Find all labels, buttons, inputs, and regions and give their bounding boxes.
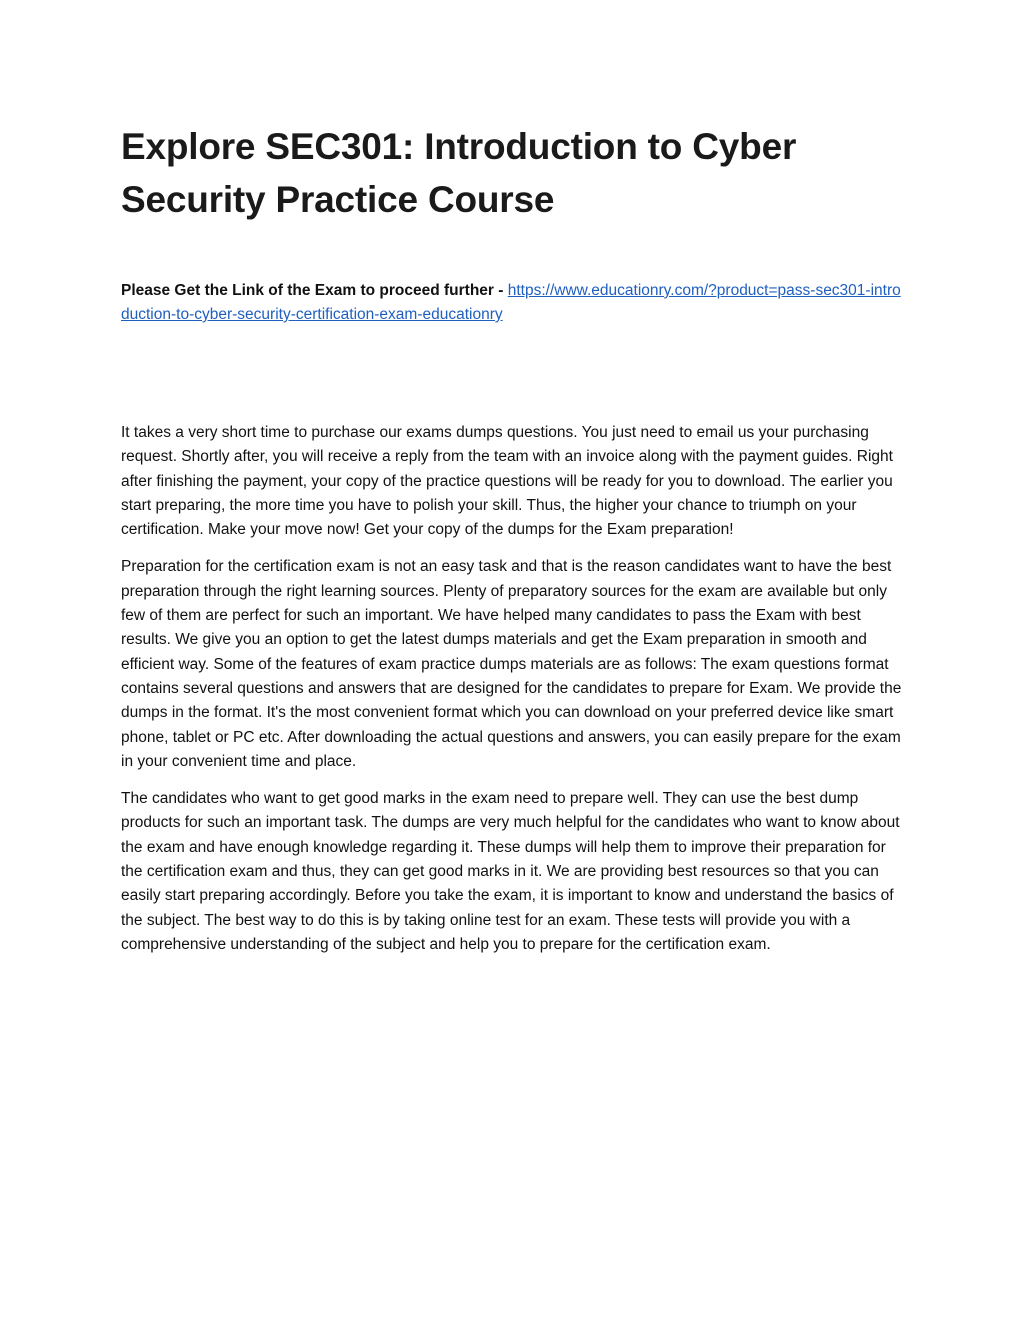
exam-link-paragraph xyxy=(121,279,903,327)
link-prompt: Please Get the Link of the Exam to proceed further - xyxy=(121,282,508,299)
exam-link[interactable]: https://www.educationry.com/?product=pass-sec301-introduction-to-cyber-security-certification-exam-educationry xyxy=(121,282,901,323)
paragraph-candidates: The candidates who want to get good marks in the exam need to prepare well. They can use the best dump products for such an important task. The dumps are very much helpful for the candidates who want to know about the exam and have enough knowledge regarding it. These dumps will help them to improve their preparation for the certification exam and thus, they can get good marks in it. We are providing best resources so that you can easily start preparing accordingly. Before you take the exam, it is important to know and understand the basics of the subject. The best way to do this is by taking online test for an exam. These tests will provide you with a comprehensive understanding of the subject and help you to prepare for the certification exam. xyxy=(121,790,900,953)
page-title: Explore SEC301: Introduction to Cyber Security Practice Course xyxy=(121,126,797,220)
body-text xyxy=(121,421,903,957)
paragraph-preparation: Preparation for the certification exam is not an easy task and that is the reason candidates want to have the best preparation through the right learning sources. Plenty of preparatory sources for the exam are available but only few of them are perfect for such an important. We have helped many candidates to pass the Exam with best results. We give you an option to get the latest dumps materials and get the Exam preparation in smooth and efficient way. Some of the features of exam practice dumps materials are as follows: The exam questions format contains several questions and answers that are designed for the candidates to prepare for Exam. We provide the dumps in the format. It's the most convenient format which you can download on your preferred device like smart phone, tablet or PC etc. After downloading the actual questions and answers, you can easily prepare for the exam in your convenient time and place. xyxy=(121,558,902,770)
document-page xyxy=(121,120,903,970)
paragraph-purchase: It takes a very short time to purchase our exams dumps questions. You just need to email us your purchasing request. Shortly after, you will receive a reply from the team with an invoice along with the payment guides. Right after finishing the payment, your copy of the practice questions will be ready for you to download. The earlier you start preparing, the more time you have to polish your skill. Thus, the higher your chance to triumph on your certification. Make your move now! Get your copy of the dumps for the Exam preparation! xyxy=(121,424,893,539)
